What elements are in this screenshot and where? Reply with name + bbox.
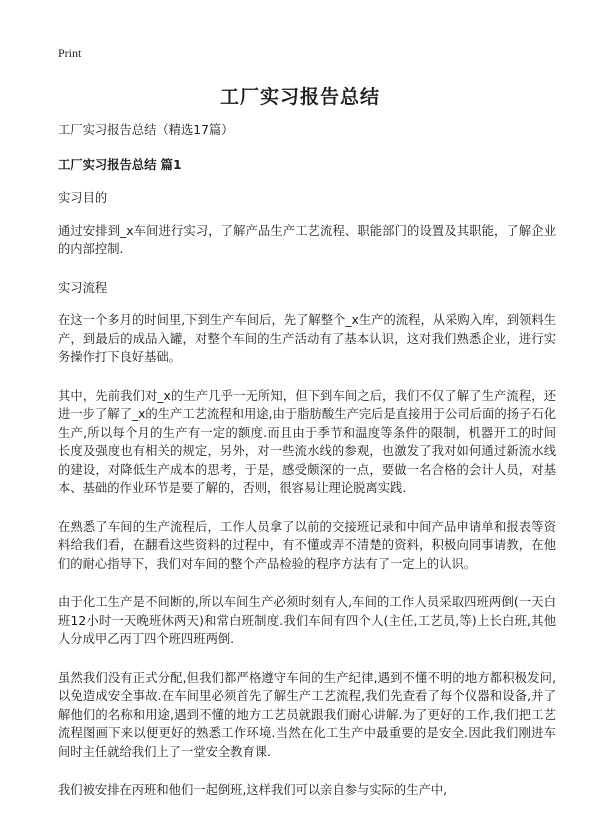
paragraph-purpose: 通过安排到_x车间进行实习，了解产品生产工艺流程、职能部门的设置及其职能，了解企业的内部控制.: [58, 223, 556, 256]
heading-process: 实习流程: [58, 280, 108, 295]
paragraph-6: 我们被安排在丙班和他们一起倒班,这样我们可以亲自参与实际的生产中,: [58, 783, 448, 797]
paragraph-2: 其中，先前我们对_x的生产几乎一无所知，但下到车间之后，我们不仅了解了生产流程，还进一步了解了_x的生产工艺流程和用途,由于脂肪酸生产完后是直接用于公司后面的扬子石化生产,所以每个月的生产有一定的额度.而且由于季节和温度等条件的限制，机器开工的时间长度及强度也有相关的规定，另外，对一些流水线的参观，也激发了我对如何通过新流水线的建设，对降低生产成本的思考，于是，感受颇深的一点，要做一名合格的会计人员，对基本、基础的作业环节是要了解的，否则，很容易让理论脱离实践.: [58, 388, 556, 495]
document-body: [58, 121, 556, 820]
document-subtitle: 工厂实习报告总结（精选17篇）: [58, 123, 234, 137]
print-label: Print: [58, 46, 82, 60]
section-title: 工厂实习报告总结 篇1: [58, 157, 182, 172]
paragraph-4: 由于化工生产是不间断的,所以车间生产必须时刻有人,车间的工作人员采取四班两倒(一天白班12小时一天晚班休两天)和常白班制度.我们车间有四个人(主任,工艺员,等)上长白班,其他人分成甲乙丙丁四个班四班两倒.: [58, 595, 556, 646]
paragraph-1: 在这一个多月的时间里,下到生产车间后，先了解整个_x生产的流程，从采购入库，到领料生产，到最后的成品入罐，对整个车间的生产活动有了基本认识，这对我们熟悉企业，进行实务操作打下良好基础。: [58, 313, 556, 364]
paragraph-5: 虽然我们没有正式分配,但我们都严格遵守车间的生产纪律,遇到不懂不明的地方都积极发问,以免造成安全事故.在车间里必须首先了解生产工艺流程,我们先查看了每个仪器和设备,并了解他们的名称和用途,遇到不懂的地方工艺员就跟我们耐心讲解.为了更好的工作,我们把工艺流程图画下来以便更好的熟悉工作环境.当然在化工生产中最重要的是安全.因此我们刚进车间时主任就给我们上了一堂安全教育课.: [58, 670, 556, 759]
heading-purpose: 实习目的: [58, 191, 108, 205]
paragraph-3: 在熟悉了车间的生产流程后，工作人员拿了以前的交接班记录和中间产品申请单和报表等资料给我们看，在翻看这些资料的过程中，有不懂或弄不清楚的资料，积极向同事请教，在他们的耐心指导下，我们对车间的整个产品检验的程序方法有了一定上的认识。: [58, 519, 556, 571]
document-title: 工厂实习报告总结: [219, 86, 380, 108]
